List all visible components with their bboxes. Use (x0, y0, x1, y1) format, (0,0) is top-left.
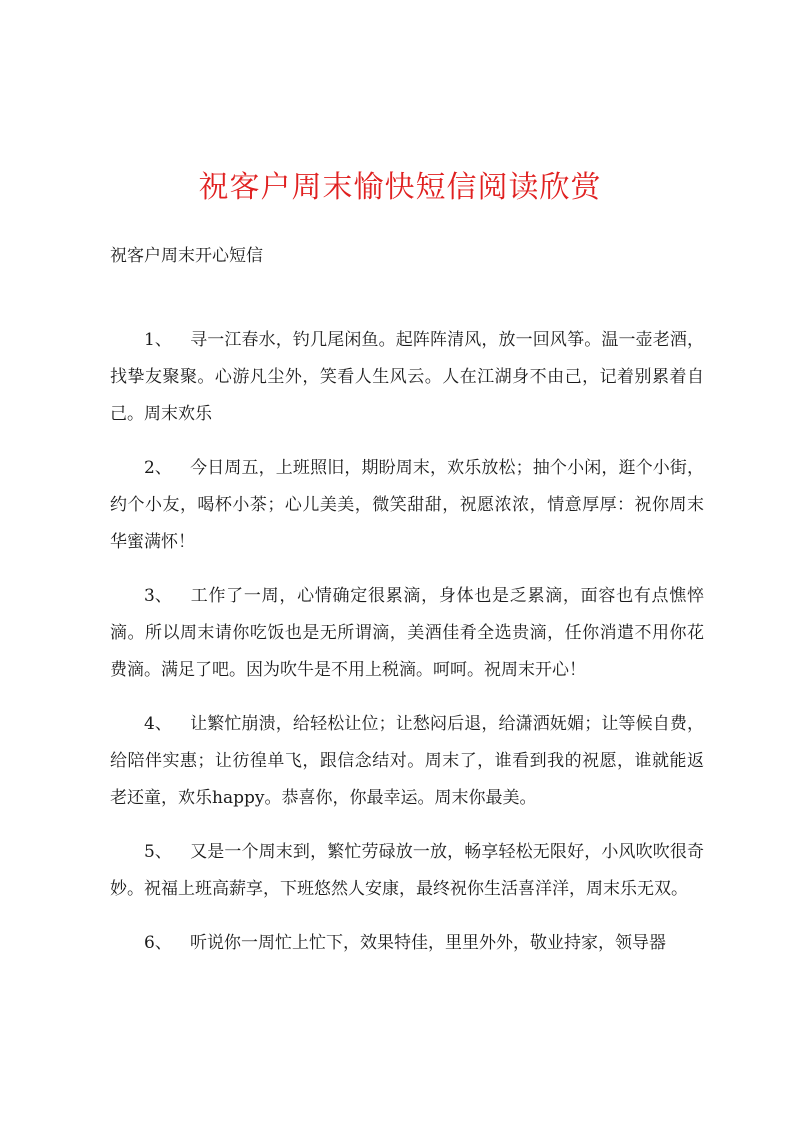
paragraph-number: 4、 (144, 714, 172, 734)
paragraph-text: 又是一个周末到，繁忙劳碌放一放，畅享轻松无限好，小风吹吹很奇妙。祝福上班高薪享，下班悠然人安康，最终祝你生活喜洋洋，周末乐无双。 (110, 842, 704, 899)
paragraph-number: 2、 (144, 458, 172, 478)
paragraph-2 (110, 450, 704, 561)
paragraph-text: 听说你一周忙上忙下，效果特佳，里里外外，敬业持家，领导器 (190, 933, 666, 953)
paragraph-text: 寻一江春水，钓几尾闲鱼。起阵阵清风，放一回风筝。温一壶老酒，找挚友聚聚。心游凡尘外，笑看人生风云。人在江湖身不由己，记着别累着自己。周末欢乐 (110, 330, 704, 424)
paragraph-text: 工作了一周，心情确定很累滴，身体也是乏累滴，面容也有点憔悴滴。所以周末请你吃饭也是无所谓滴，美酒佳肴全选贵滴，任你消遣不用你花费滴。满足了吧。因为吹牛是不用上税滴。呵呵。祝周末开心！ (110, 586, 704, 680)
document-body (110, 322, 704, 979)
paragraph-number: 1、 (144, 330, 172, 350)
paragraph-4 (110, 706, 704, 817)
paragraph-text: 今日周五，上班照旧，期盼周末，欢乐放松；抽个小闲，逛个小街，约个小友，喝杯小茶；心儿美美，微笑甜甜，祝愿浓浓，情意厚厚：祝你周末华蜜满怀！ (110, 458, 704, 552)
paragraph-6 (110, 925, 704, 962)
paragraph-number: 3、 (144, 586, 172, 606)
paragraph-1 (110, 322, 704, 433)
document-subtitle: 祝客户周末开心短信 (110, 246, 263, 266)
paragraph-number: 6、 (144, 933, 172, 953)
paragraph-5 (110, 834, 704, 908)
paragraph-number: 5、 (144, 842, 172, 862)
document-title: 祝客户周末愉快短信阅读欣赏 (198, 170, 602, 205)
paragraph-text: 让繁忙崩溃，给轻松让位；让愁闷后退，给潇洒妩媚；让等候自费，给陪伴实惠；让彷徨单飞，跟信念结对。周末了，谁看到我的祝愿，谁就能返老还童，欢乐happy。恭喜你，你最幸运。周末你最美。 (110, 714, 704, 808)
paragraph-3 (110, 578, 704, 689)
